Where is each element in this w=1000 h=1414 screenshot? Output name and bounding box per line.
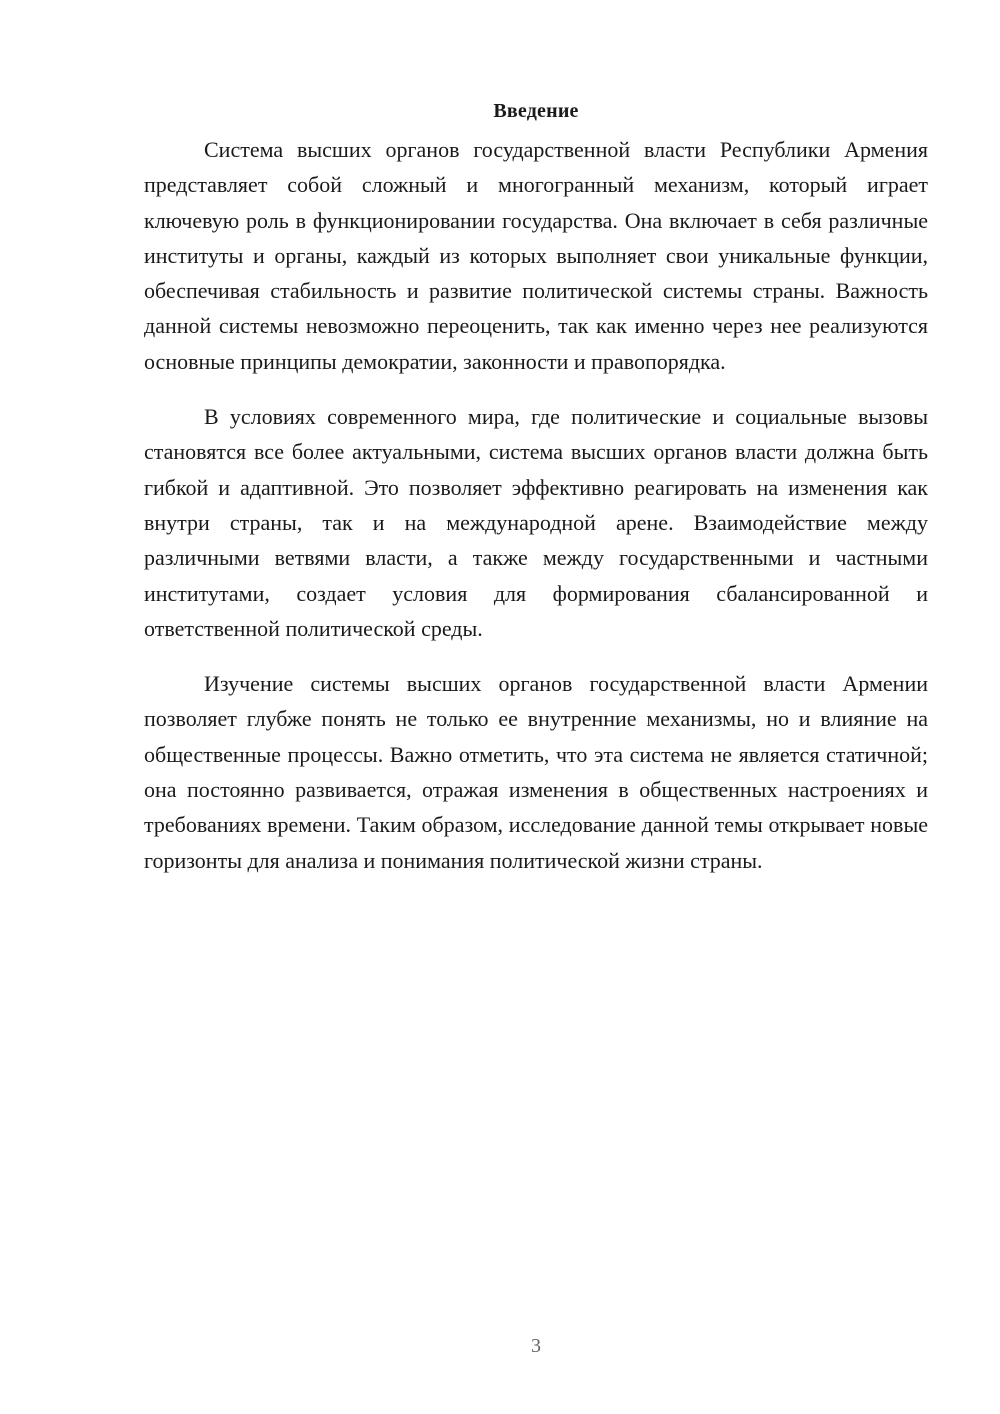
page-number: 3 — [531, 1335, 541, 1357]
paragraph-3: Изучение системы высших органов государственной власти Армении позволяет глубже понять не только ее внутренние механизмы, но и влияние на общественные процессы. Важно отметить, что эта система не является статичной; она постоянно развивается, отражая изменения в общественных настроениях и требованиях времени. Таким образом, исследование данной темы открывает новые горизонты для анализа и понимания политической жизни страны. — [144, 671, 928, 873]
section-title: Введение — [493, 100, 579, 122]
page-content — [144, 96, 928, 898]
paragraph-2: В условиях современного мира, где политические и социальные вызовы становятся все более актуальными, система высших органов власти должна быть гибкой и адаптивной. Это позволяет эффективно реагировать на изменения как внутри страны, так и на международной арене. Взаимодействие между различными ветвями власти, а также между государственными и частными институтами, создает условия для формирования сбалансированной и ответственной политической среды. — [144, 404, 928, 641]
paragraph-1: Система высших органов государственной власти Республики Армения представляет собой сложный и многогранный механизм, который играет ключевую роль в функционировании государства. Она включает в себя различные институты и органы, каждый из которых выполняет свои уникальные функции, обеспечивая стабильность и развитие политической системы страны. Важность данной системы невозможно переоценить, так как именно через нее реализуются основные принципы демократии, законности и правопорядка. — [144, 137, 928, 374]
